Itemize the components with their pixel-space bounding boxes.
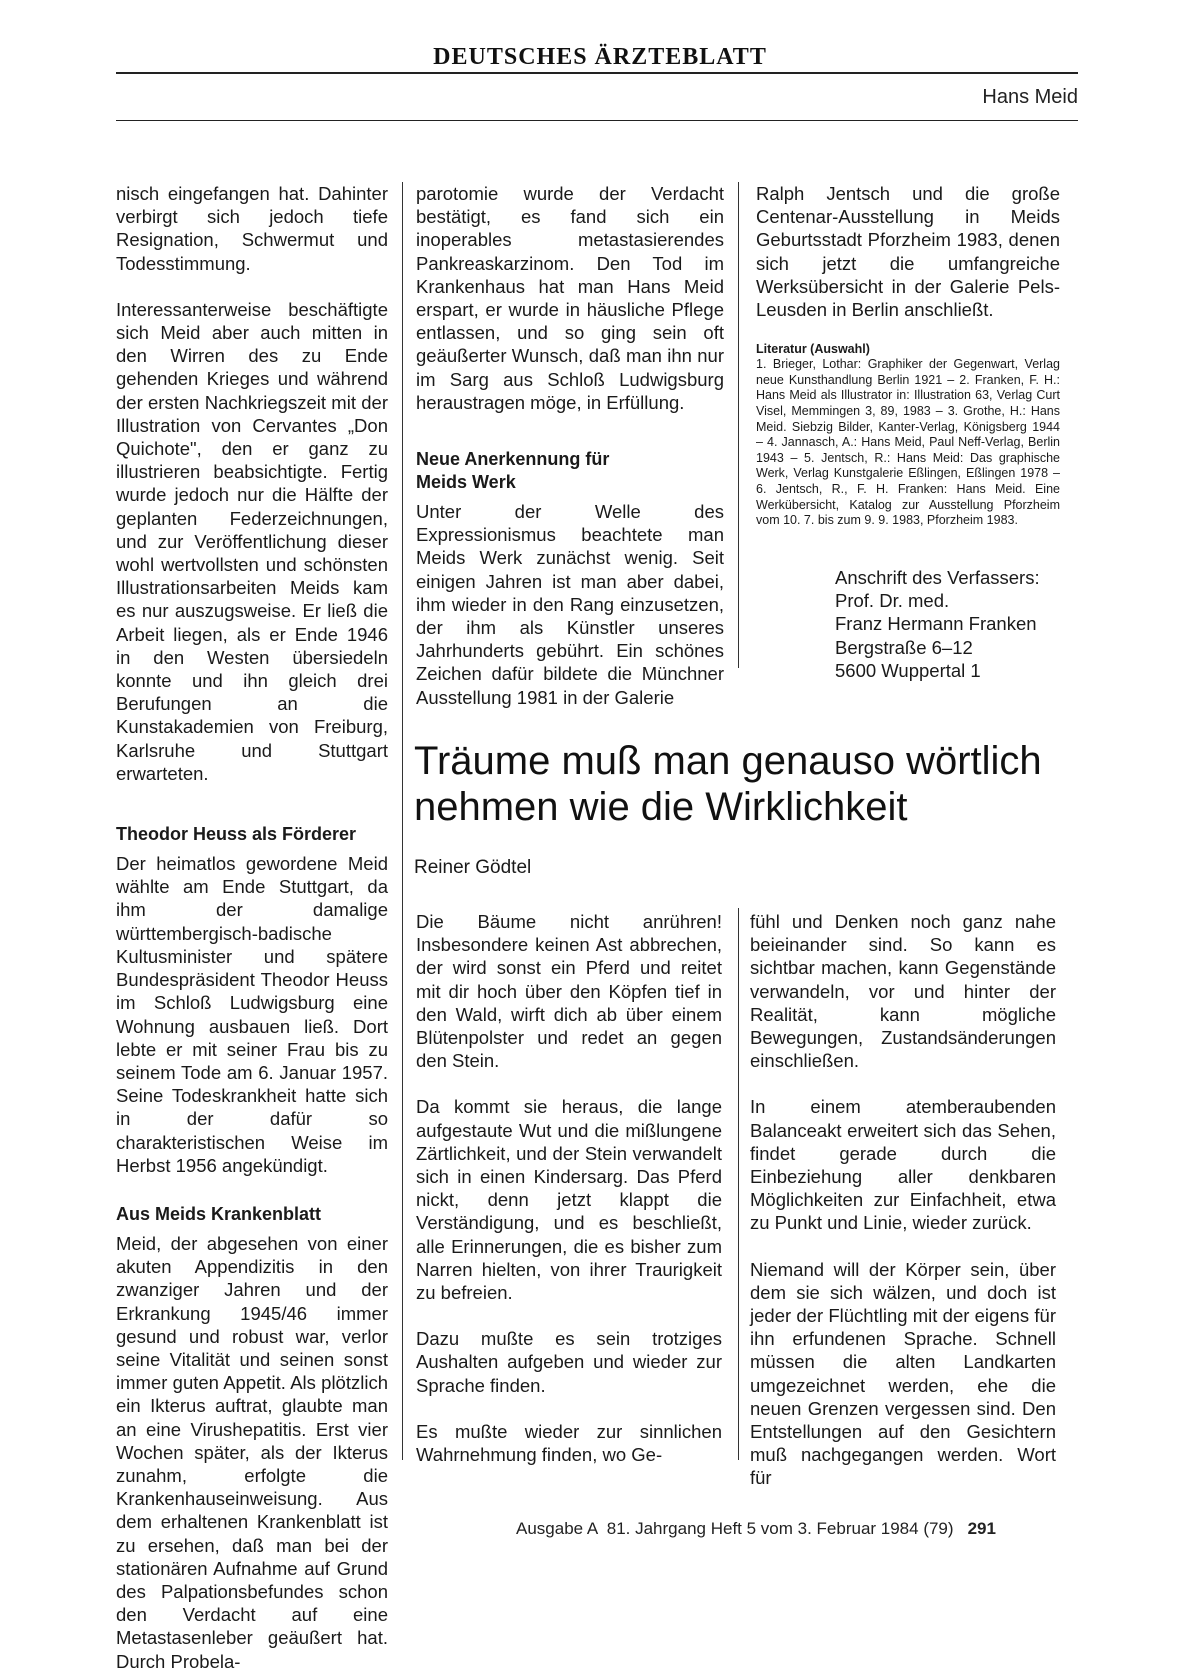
paragraph: Der heimatlos gewordene Meid wählte am Ende Stuttgart, da ihm der damalige württembergisch-badische Kultusminister und spätere Bundespräsident Theodor Heuss im Schloß Ludwigsburg eine Wohnung ausbauen ließ. Dort lebte er mit seiner Frau bis zu seinem Tode am 6. Januar 1957. Seine Todeskrankheit hatte sich in der dafür so charakteristischen Weise im Herbst 1956 angekündigt. [116,853,388,1176]
address-line: Prof. Dr. med. [835,590,950,612]
paragraph: Unter der Welle des Expressionismus beachtete man Meids Werk zunächst wenig. Seit einigen Jahren ist man aber dabei, ihm wieder in den Rang einzusetzen, der ihm als Künstler unseres Jahrhunderts gebührt. Ein schönes Zeichen dafür bildete die Münchner Ausstellung 1981 in der Galerie [416,501,724,708]
column-3 [756,182,1060,529]
column-2 [416,182,724,709]
references-heading: Literatur (Auswahl) [756,342,870,357]
section-heading: Aus Meids Krankenblatt [116,1203,322,1224]
article-byline: Reiner Gödtel [414,857,532,878]
paragraph: Niemand will der Körper sein, über dem sie sich wälzen, und doch ist jeder der Flüchtling mit der eigens für ihn erfundenen Sprache. Schnell müssen die alten Landkarten umgezeichnet werden, ehe die neuen Grenzen vergessen sind. Den Entstellungen auf den Gesichtern muß nachgegangen werden. Wort für [750,1258,1056,1489]
paragraph: Es mußte wieder zur sinnlichen Wahrnehmung finden, wo Ge- [416,1420,722,1466]
paragraph: parotomie wurde der Verdacht bestätigt, es fand sich ein inoperables metastasierendes Pankreaskarzinom. Den Tod im Krankenhaus hat man Hans Meid erspart, er wurde in häusliche Pflege entlassen, und so ging sein oft geäußerter Wunsch, daß man ihn nur im Sarg aus Schloß Ludwigsburg heraustragen möge, in Erfüllung. [416,183,724,413]
address-line: Franz Hermann Franken [835,613,1037,635]
header-rule [116,72,1078,74]
page-footer [516,1519,996,1539]
address-line: 5600 Wuppertal 1 [835,659,981,681]
column-divider [738,908,739,1460]
article-title-line: nehmen wie die Wirklichkeit [414,785,908,829]
header-divider [116,120,1078,121]
paragraph: Ralph Jentsch und die große Centenar-Ausstellung in Meids Geburtsstadt Pforzheim 1983, denen sich jetzt die umfangreiche Werksübersicht in der Galerie Pels-Leusden in Berlin anschließt. [756,183,1060,321]
paragraph: Da kommt sie heraus, die lange aufgestaute Wut und die mißlungene Zärtlichkeit, und der Stein verwandelt sich in einen Kindersarg. Das Pferd nickt, denn jetzt klappt die Verständigung, und es beschließt, alle Erinnerungen, die es bisher zum Narren hielten, von ihrer Traurigkeit zu befreien. [416,1096,722,1304]
article-title [414,738,1104,830]
author-address [835,566,1040,682]
article-column-left [416,910,722,1466]
page-number: 291 [967,1519,996,1538]
column-1 [116,182,388,1673]
address-line: Bergstraße 6–12 [835,636,973,658]
paragraph: In einem atemberaubenden Balanceakt erweitert sich das Sehen, findet gerade durch die Einbeziehung aller denkbaren Möglichkeiten zur Einfachheit, etwa zu Punkt und Linie, wieder zurück. [750,1096,1056,1234]
paragraph: Die Bäume nicht anrühren! Insbesondere keinen Ast abbrechen, der wird sonst ein Pferd und reitet mit dir hoch über den Köpfen tief in den Wald, wirft dich ab über einem Blütenpolster und redet an gegen den Stein. [416,911,722,1072]
paragraph: Meid, der abgesehen von einer akuten Appendizitis in den zwanziger Jahren und der Erkrankung 1945/46 immer gesund und robust war, verlor seine Vitalität und seinen sonst immer guten Appetit. Als plötzlich ein Ikterus auftrat, glaubte man an eine Virushepatitis. Erst vier Wochen später, als der Ikterus zunahm, erfolgte die Krankenhauseinweisung. Aus dem erhaltenen Krankenblatt ist zu ersehen, daß man bei der stationären Aufnahme auf Grund des Palpationsbefundes schon den Verdacht auf eine Metastasenleber geäußert hat. Durch Probela- [116,1232,388,1672]
section-heading: Theodor Heuss als Förderer [116,824,357,845]
column-divider [402,182,403,1460]
article-title-line: Träume muß man genauso wörtlich [414,739,1042,783]
article-column-right [750,910,1056,1490]
paragraph: nisch eingefangen hat. Dahinter verbirgt sich jedoch tiefe Resignation, Schwermut und Todesstimmung. [116,183,388,274]
column-divider [738,182,739,668]
masthead: DEUTSCHES ÄRZTEBLATT [433,44,767,70]
issue-info: Ausgabe A 81. Jahrgang Heft 5 vom 3. Februar 1984 (79) [516,1519,954,1538]
address-line: Anschrift des Verfassers: [835,567,1040,588]
section-heading: Neue Anerkennung für Meids Werk [416,449,610,493]
paragraph: Dazu mußte es sein trotziges Aushalten aufgeben und wieder zur Sprache finden. [416,1328,722,1396]
paragraph: fühl und Denken noch ganz nahe beieinander sind. So kann es sichtbar machen, kann Gegenstände verwandeln, vor und hinter der Realität, kann mögliche Bewegungen, Zustandsänderungen einschließen. [750,911,1056,1072]
paragraph: Interessanterweise beschäftigte sich Meid aber auch mitten in den Wirren des zu Ende gehenden Krieges und während der ersten Nachkriegszeit mit der Illustration von Cervantes „Don Quichote", den er ganz zu illustrieren beabsichtigte. Fertig wurde jedoch nur die Hälfte der geplanten Federzeichnungen, und zur Veröffentlichung dieser wohl wertvollsten und schönsten Illustrationsarbeiten Meids kam es nur auszugsweise. Er ließ die Arbeit liegen, als er Ende 1946 in den Westen übersiedeln konnte und ihn gleich drei Berufungen an die Kunstakademien von Freiburg, Karlsruhe und Stuttgart erwarteten. [116,298,388,784]
references-list: 1. Brieger, Lothar: Graphiker der Gegenwart, Verlag neue Kunsthandlung Berlin 1921 – 2. Franken, F. H.: Hans Meid als Illustrator in: Illustration 63, Verlag Curt Visel, Memmingen 3, 89, 1983 – 3. Grothe, H.: Hans Meid. Siebzig Bilder, Kanter-Verlag, Königsberg 1944 – 4. Jannasch, A.: Hans Meid, Paul Neff-Verlag, Berlin 1943 – 5. Jentsch, R.: Hans Meid: Das graphische Werk, Verlag Kunstgalerie Eßlingen, Eßlingen 1978 – 6. Jentsch, R., F. H. Franken: Hans Meid. Eine Werkübersicht, Katalog zur Ausstellung Pforzheim vom 10. 7. bis zum 9. 9. 1983, Pforzheim 1983. [756,357,1060,528]
running-author: Hans Meid [982,86,1078,108]
